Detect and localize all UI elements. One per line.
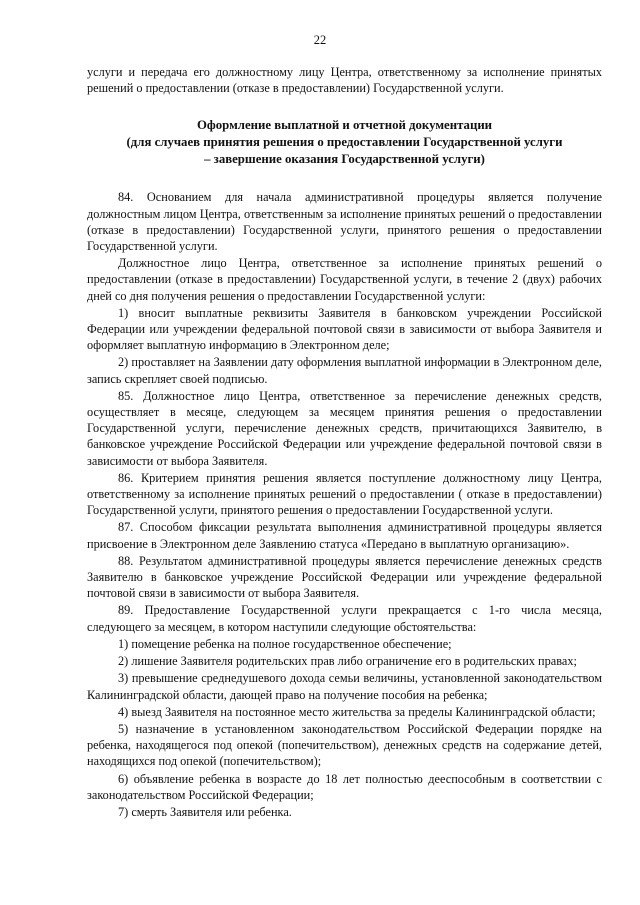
document-body — [87, 64, 602, 820]
section-title-line-3: – завершение оказания Государственной услуги) — [204, 152, 485, 167]
termination-item-7: 7) смерть Заявителя или ребенка. — [118, 804, 292, 819]
termination-item-4: 4) выезд Заявителя на постоянное место жительства за пределы Калининградской области; — [118, 704, 596, 719]
section-title — [87, 117, 602, 168]
termination-item-6: 6) объявление ребенка в возрасте до 18 лет полностью дееспособным в соответствии с законодательством Российской Федерации; — [87, 771, 602, 802]
paragraph-85: 85. Должностное лицо Центра, ответственное за перечисление денежных средств, осуществляет в месяце, следующем за месяцем принятия решения о предоставлении Государственной услуги, перечисление денежных средств, причитающихся Заявителю, в банковское учреждение Российской Федерации или учреждение федеральной почтовой связи в зависимости от выбора Заявителя. — [87, 388, 602, 468]
section-title-line-2: (для случаев принятия решения о предоставлении Государственной услуги — [126, 135, 563, 150]
intro-paragraph: услуги и передача его должностному лицу Центра, ответственному за исполнение принятых решений о предоставлении (отказе в предоставлении) Государственной услуги. — [87, 65, 602, 96]
page-number: 22 — [313, 33, 327, 47]
paragraph-89: 89. Предоставление Государственной услуги прекращается с 1-го числа месяца, следующего за месяцем, в котором наступили следующие обстоятельства: — [87, 603, 602, 634]
paragraph-official-duties: Должностное лицо Центра, ответственное за исполнение принятых решений о предоставлении (отказе в предоставлении) Государственной услуги, в течение 2 (двух) рабочих дней со дня получения решения о предоставлении Государственной услуги: — [87, 256, 602, 303]
paragraph-87: 87. Способом фиксации результата выполнения административной процедуры является присвоение в Электронном деле Заявлению статуса «Передано в выплатную организацию». — [87, 520, 602, 551]
section-title-line-1: Оформление выплатной и отчетной документации — [196, 118, 493, 133]
termination-item-1: 1) помещение ребенка на полное государственное обеспечение; — [118, 636, 452, 651]
paragraph-88: 88. Результатом административной процедуры является перечисление денежных средств Заявителю в банковское учреждение Российской Федерации или учреждение федеральной почтовой связи в зависимости от выбора Заявителя. — [87, 553, 602, 601]
termination-item-5: 5) назначение в установленном законодательством Российской Федерации порядке на ребенка, находящегося под опекой (попечительством), денежных средств на содержание детей, находящихся под опекой (попечительством); — [87, 721, 602, 769]
termination-item-3: 3) превышение среднедушевого дохода семьи величины, установленной законодательством Калининградской области, дающей право на получение пособия на ребенка; — [87, 671, 602, 702]
paragraph-86: 86. Критерием принятия решения является поступление должностному лицу Центра, ответственному за исполнение принятых решений о предоставлении ( отказе в предоставлении) Государственной услуги, принятого решения о предоставлении Государственной услуги. — [87, 470, 602, 518]
termination-item-2: 2) лишение Заявителя родительских прав либо ограничение его в родительских правах; — [118, 654, 577, 669]
paragraph-84: 84. Основанием для начала административной процедуры является получение должностным лицом Центра, ответственным за исполнение принятых решений о предоставлении (отказе в предоставлении) Государственной услуги, принятого решения о предоставлении Государственной услуги. — [87, 190, 602, 254]
list-item-1-enter-details: 1) вносит выплатные реквизиты Заявителя в банковском учреждении Российской Федерации или учреждении федеральной почтовой связи в зависимости от выбора Заявителя и оформляет выплатную информацию в Электронном деле; — [87, 305, 602, 353]
list-item-2-stamp-date: 2) проставляет на Заявлении дату оформления выплатной информации в Электронном деле, запись скрепляет своей подписью. — [87, 355, 602, 386]
